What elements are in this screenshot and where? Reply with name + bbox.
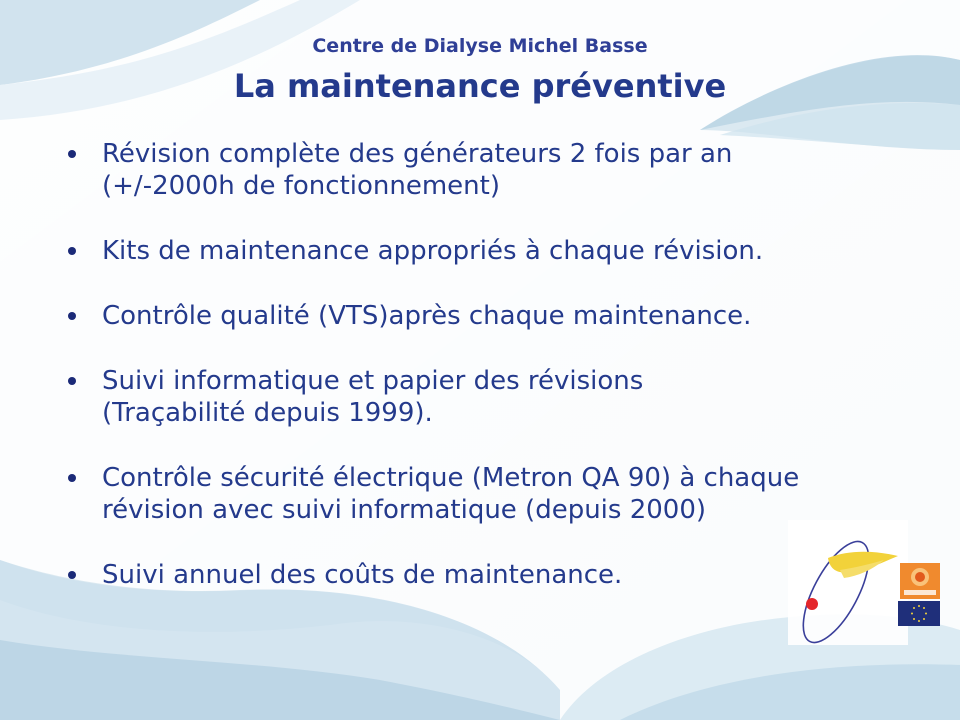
- bullet-dot-icon: [68, 150, 76, 158]
- bullet-line: (Traçabilité depuis 1999).: [102, 398, 433, 428]
- bullet-line: Kits de maintenance appropriés à chaque révision.: [102, 236, 764, 266]
- bullet-dot-icon: [68, 571, 76, 579]
- bullet-item: [62, 300, 882, 332]
- bullet-item: [62, 138, 882, 202]
- bullet-line: Contrôle sécurité électrique (Metron QA 90) à chaque: [102, 463, 800, 493]
- bullet-list: [62, 138, 882, 624]
- organization-title: Centre de Dialyse Michel Basse: [312, 35, 648, 57]
- bullet-item: [62, 365, 882, 429]
- bullet-line: Révision complète des générateurs 2 fois par an: [102, 139, 733, 169]
- certification-stamp-icon: [900, 563, 940, 599]
- bullet-line: Suivi informatique et papier des révisions: [102, 366, 644, 396]
- orbit-logo-icon: [788, 520, 908, 645]
- bullet-line: Suivi annuel des coûts de maintenance.: [102, 560, 623, 590]
- slide-header: [0, 34, 960, 106]
- bullet-item: [62, 462, 882, 526]
- eu-flag-icon: [898, 601, 940, 626]
- bullet-line: (+/-2000h de fonctionnement): [102, 171, 500, 201]
- slide-title: La maintenance préventive: [233, 67, 727, 105]
- bullet-line: Contrôle qualité (VTS)après chaque maintenance.: [102, 301, 752, 331]
- bullet-dot-icon: [68, 474, 76, 482]
- bullet-dot-icon: [68, 247, 76, 255]
- bullet-item: [62, 559, 882, 591]
- bullet-dot-icon: [68, 377, 76, 385]
- bullet-dot-icon: [68, 312, 76, 320]
- bullet-line: révision avec suivi informatique (depuis 2000): [102, 495, 707, 525]
- bullet-item: [62, 235, 882, 267]
